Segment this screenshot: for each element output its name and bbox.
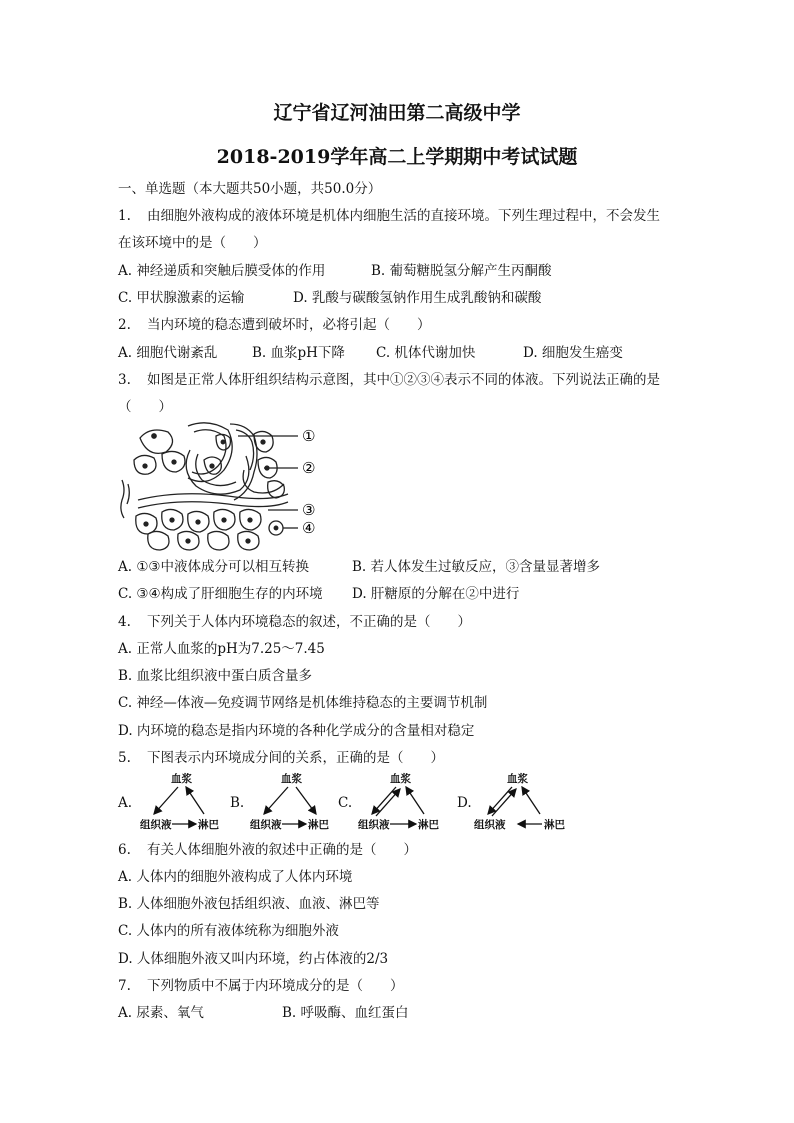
q5-option-b-label: B.	[230, 795, 245, 811]
q4-number: 4.	[118, 614, 131, 630]
q1-stem-line1: 由细胞外液构成的液体环境是机体内细胞生活的直接环境。下列生理过程中，不会发生	[147, 208, 660, 224]
q1-number: 1.	[118, 208, 131, 224]
q5-stem: 下图表示内环境成分间的关系，正确的是（ ）	[147, 750, 444, 766]
q1-option-b: B. 葡萄糖脱氢分解产生丙酮酸	[371, 263, 552, 279]
q4-option-a: A. 正常人血浆的pH为7.25～7.45	[118, 641, 325, 657]
q5-diagrams	[140, 770, 580, 832]
q2-option-a: A. 细胞代谢紊乱	[118, 345, 218, 361]
q5-d-tissue: 组织液	[474, 819, 506, 831]
q3-label-2: ②	[302, 459, 316, 477]
q3-label-3: ③	[302, 501, 316, 519]
q2-option-c: C. 机体代谢加快	[376, 345, 476, 361]
liver-tissue-diagram	[118, 420, 333, 552]
q5-b-lymph: 淋巴	[308, 819, 329, 831]
q5-option-d-label: D.	[457, 795, 472, 811]
q7-number: 7.	[118, 978, 131, 994]
q5-a-plasma: 血浆	[171, 773, 192, 785]
q3-stem-line1: 如图是正常人体肝组织结构示意图，其中①②③④表示不同的体液。下列说法正确的是	[147, 372, 660, 388]
q3-stem-line2: （ ）	[118, 399, 172, 415]
q7-option-a: A. 尿素、氧气	[118, 1005, 204, 1021]
q2-stem: 当内环境的稳态遭到破坏时，必将引起（ ）	[147, 317, 431, 333]
q5-number: 5.	[118, 750, 131, 766]
q4-stem: 下列关于人体内环境稳态的叙述，不正确的是（ ）	[147, 614, 471, 630]
q1-option-a: A. 神经递质和突触后膜受体的作用	[118, 263, 326, 279]
section-heading: 一、单选题（本大题共50小题，共50.0分）	[118, 181, 382, 197]
q3-option-b: B. 若人体发生过敏反应，③含量显著增多	[352, 559, 601, 575]
q5-b-tissue: 组织液	[250, 819, 282, 831]
q3-number: 3.	[118, 372, 131, 388]
q2-number: 2.	[118, 317, 131, 333]
q5-option-c-label: C.	[338, 795, 353, 811]
q4-option-c: C. 神经—体液—免疫调节网络是机体维持稳态的主要调节机制	[118, 695, 488, 711]
q5-c-lymph: 淋巴	[418, 819, 439, 831]
q3-option-c: C. ③④构成了肝细胞生存的内环境	[118, 586, 323, 602]
q7-option-b: B. 呼吸酶、血红蛋白	[282, 1005, 409, 1021]
q2-option-b: B. 血浆pH下降	[252, 345, 345, 361]
q6-option-b: B. 人体细胞外液包括组织液、血液、淋巴等	[118, 896, 380, 912]
q3-label-4: ④	[302, 519, 316, 537]
q3-option-d: D. 肝糖原的分解在②中进行	[352, 586, 520, 602]
q6-option-c: C. 人体内的所有液体统称为细胞外液	[118, 923, 339, 939]
q6-option-d: D. 人体细胞外液又叫内环境，约占体液的2/3	[118, 951, 389, 967]
q6-number: 6.	[118, 842, 131, 858]
q1-option-c: C. 甲状腺激素的运输	[118, 290, 245, 306]
q4-option-b: B. 血浆比组织液中蛋白质含量多	[118, 668, 313, 684]
page-title: 辽宁省辽河油田第二高级中学	[273, 102, 521, 124]
q2-option-d: D. 细胞发生癌变	[523, 345, 623, 361]
q5-c-tissue: 组织液	[358, 819, 390, 831]
q6-option-a: A. 人体内的细胞外液构成了人体内环境	[118, 869, 353, 885]
page-subtitle: 2018-2019学年高二上学期期中考试试题	[216, 146, 578, 168]
q7-stem: 下列物质中不属于内环境成分的是（ ）	[147, 978, 404, 994]
q3-label-1: ①	[302, 427, 316, 445]
q4-option-d: D. 内环境的稳态是指内环境的各种化学成分的含量相对稳定	[118, 723, 475, 739]
q5-a-lymph: 淋巴	[198, 819, 219, 831]
q1-stem-line2: 在该环境中的是（ ）	[118, 235, 267, 251]
q6-stem: 有关人体细胞外液的叙述中正确的是（ ）	[147, 842, 417, 858]
q5-b-plasma: 血浆	[281, 773, 302, 785]
q5-a-tissue: 组织液	[140, 819, 172, 831]
q5-c-plasma: 血浆	[390, 773, 411, 785]
q5-d-plasma: 血浆	[507, 773, 528, 785]
q5-d-lymph: 淋巴	[544, 819, 565, 831]
q3-option-a: A. ①③中液体成分可以相互转换	[118, 559, 310, 575]
q5-option-a-label: A.	[118, 795, 133, 811]
q1-option-d: D. 乳酸与碳酸氢钠作用生成乳酸钠和碳酸	[293, 290, 542, 306]
